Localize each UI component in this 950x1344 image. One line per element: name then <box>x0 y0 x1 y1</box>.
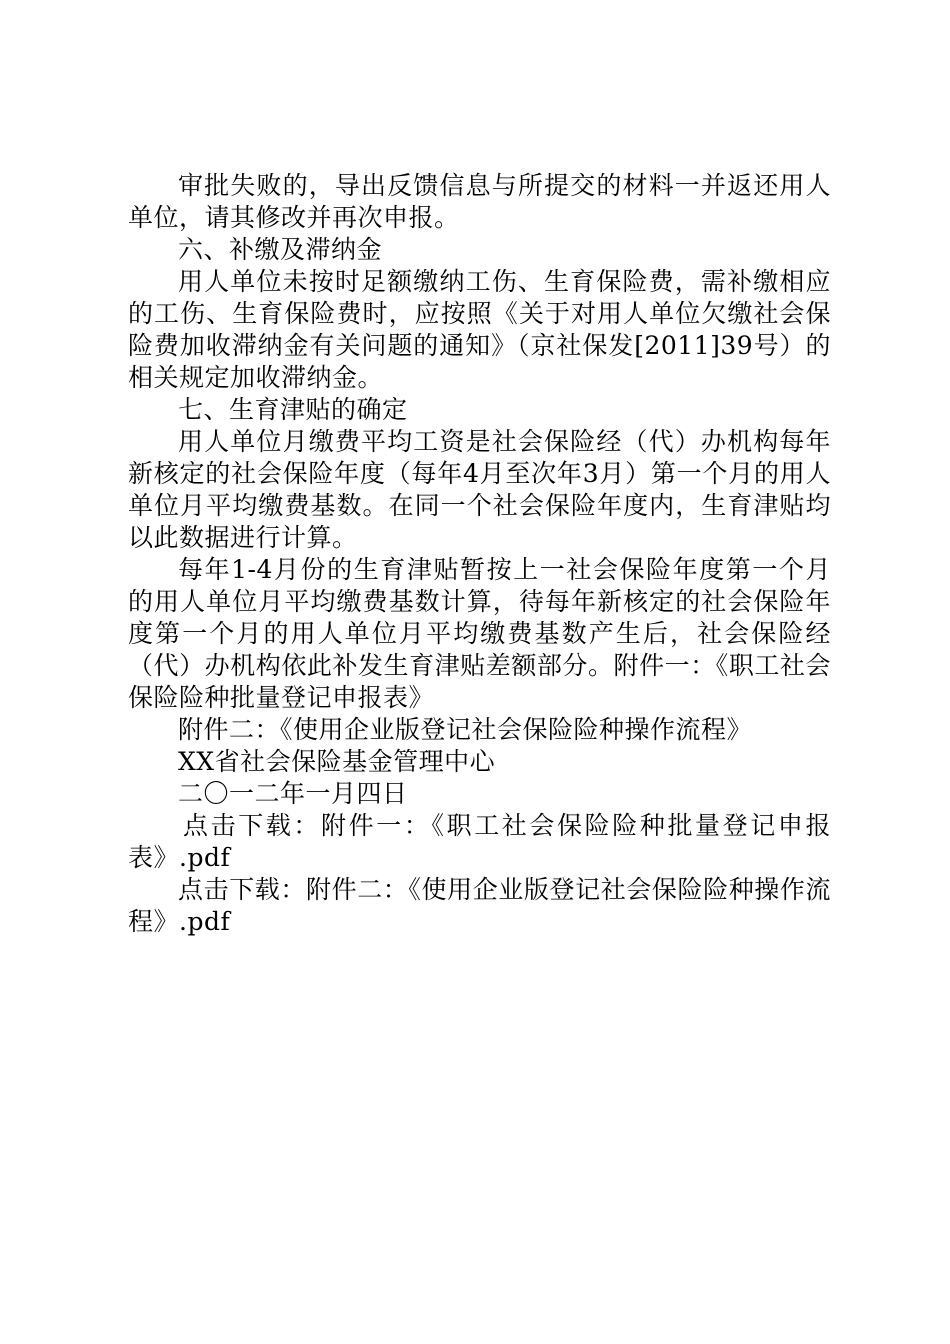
section-heading-supplementary-payment: 六、补缴及滞纳金 <box>178 235 383 264</box>
paragraph-approval-failure: 审批失败的，导出反馈信息与所提交的材料一并返还用人单位，请其修改并再次申报。 <box>128 171 831 232</box>
document-body <box>128 170 831 938</box>
paragraph-allowance-calculation: 每年1-4月份的生育津贴暂按上一社会保险年度第一个月的用人单位月平均缴费基数计算，待每年新核定的社会保险年度第一个月的用人单位月平均缴费基数产生后，社会保险经（代）办机构依此补发生育津贴差额部分。附件一：《职工社会保险险种批量登记申报表》 <box>128 555 831 712</box>
paragraph-late-fee: 用人单位未按时足额缴纳工伤、生育保险费，需补缴相应的工伤、生育保险费时，应按照《关于对用人单位欠缴社会保险费加收滞纳金有关问题的通知》（京社保发[2011]39号）的相关规定加收滞纳金。 <box>128 267 831 392</box>
download-link-attachment-one[interactable]: 点击下载：附件一：《职工社会保险险种批量登记申报表》.pdf <box>128 811 831 872</box>
section-heading-maternity-allowance: 七、生育津贴的确定 <box>178 395 408 424</box>
attachment-two-label: 附件二：《使用企业版登记社会保险险种操作流程》 <box>178 715 753 744</box>
download-link-attachment-two[interactable]: 点击下载：附件二：《使用企业版登记社会保险险种操作流程》.pdf <box>128 875 831 936</box>
issue-date: 二〇一二年一月四日 <box>178 779 408 808</box>
paragraph-average-wage: 用人单位月缴费平均工资是社会保险经（代）办机构每年新核定的社会保险年度（每年4月至次年3月）第一个月的用人单位月平均缴费基数。在同一个社会保险年度内，生育津贴均以此数据进行计算。 <box>128 427 831 552</box>
issuing-organization: XX省社会保险基金管理中心 <box>178 747 496 776</box>
